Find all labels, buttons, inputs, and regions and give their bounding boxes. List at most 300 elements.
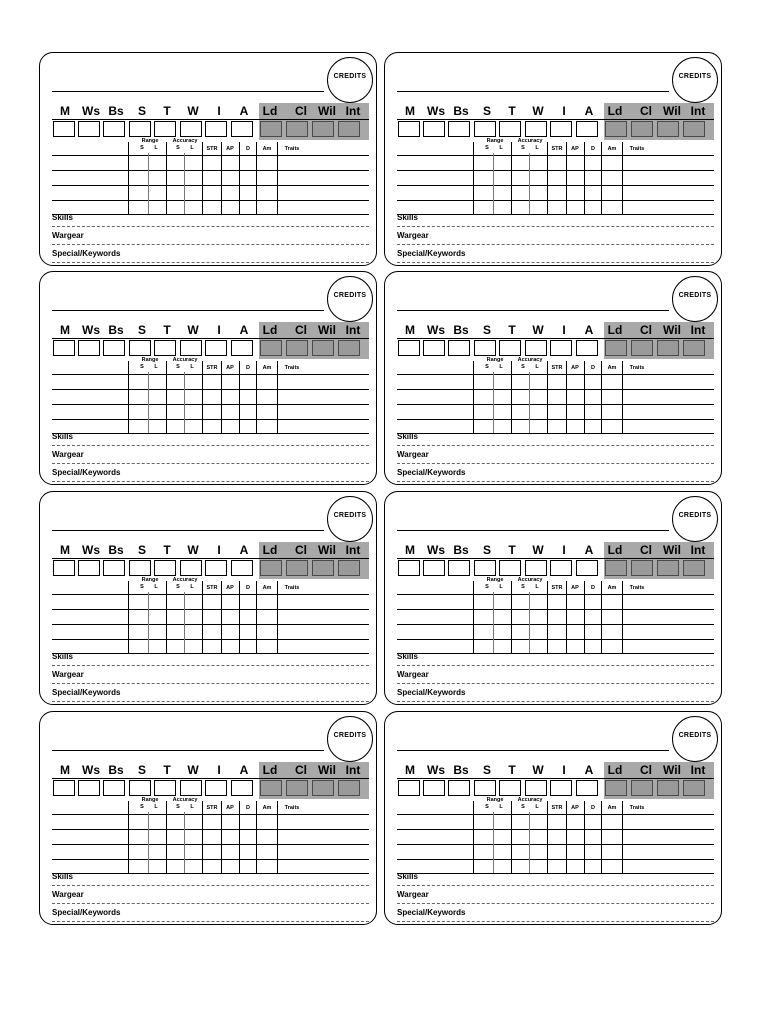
stat-label-bs: Bs (108, 323, 124, 337)
stat-box-t[interactable] (499, 340, 521, 356)
stat-box-int[interactable] (683, 121, 705, 137)
stat-label-cl: Cl (640, 104, 652, 118)
stat-box-cl[interactable] (631, 560, 653, 576)
stat-box-i[interactable] (550, 340, 572, 356)
stat-box-int[interactable] (338, 121, 360, 137)
stat-box-i[interactable] (550, 121, 572, 137)
stat-label-wil: Wil (318, 763, 336, 777)
stat-box-i[interactable] (205, 780, 227, 796)
accuracy-short-header: S (521, 804, 525, 810)
wargear-field[interactable] (397, 244, 714, 245)
wargear-label: Wargear (52, 670, 84, 679)
stat-box-s[interactable] (129, 780, 151, 796)
stat-label-i: I (562, 543, 566, 557)
stat-label-ld: Ld (607, 763, 623, 777)
weapon-row[interactable] (397, 625, 714, 639)
stat-box-m[interactable] (53, 121, 75, 137)
stat-box-t[interactable] (154, 121, 176, 137)
weapon-row[interactable] (397, 815, 714, 829)
stat-box-ws[interactable] (423, 121, 445, 137)
stat-box-a[interactable] (576, 340, 598, 356)
special-keywords-label: Special/Keywords (397, 249, 466, 258)
stat-label-wil: Wil (663, 323, 681, 337)
stat-label-ld: Ld (607, 104, 623, 118)
stat-label-t: T (508, 104, 516, 118)
weapon-row[interactable] (52, 815, 369, 829)
wargear-label: Wargear (52, 890, 84, 899)
wargear-field[interactable] (52, 683, 369, 684)
stat-label-s: S (482, 323, 491, 337)
weapon-row[interactable] (52, 625, 369, 639)
stat-box-m[interactable] (398, 780, 420, 796)
accuracy-long-header: L (190, 145, 194, 151)
stat-box-t[interactable] (154, 560, 176, 576)
stat-label-int: Int (345, 104, 361, 118)
stat-label-a: A (584, 543, 594, 557)
weapon-row[interactable] (397, 171, 714, 185)
stat-box-bs[interactable] (448, 780, 470, 796)
stat-box-ld[interactable] (260, 780, 282, 796)
credits-circle[interactable] (672, 276, 718, 322)
stat-box-w[interactable] (180, 560, 202, 576)
credits-label: CREDITS (678, 732, 712, 739)
stat-box-ws[interactable] (78, 340, 100, 356)
wargear-label: Wargear (397, 890, 429, 899)
stat-box-wil[interactable] (657, 340, 679, 356)
weapon-damage-header: D (246, 146, 250, 152)
special-keywords-field[interactable] (397, 921, 714, 922)
wargear-label: Wargear (397, 450, 429, 459)
special-keywords-label: Special/Keywords (52, 688, 121, 697)
credits-circle[interactable] (672, 716, 718, 762)
weapon-row[interactable] (52, 186, 369, 200)
credits-circle[interactable] (327, 496, 373, 542)
stat-label-int: Int (690, 543, 706, 557)
stat-label-cl: Cl (295, 323, 307, 337)
fighter-name-field[interactable] (397, 310, 669, 311)
skills-field[interactable] (52, 226, 369, 227)
weapon-row[interactable] (52, 375, 369, 389)
stat-box-w[interactable] (525, 121, 547, 137)
weapon-row[interactable] (397, 420, 714, 433)
weapon-traits-header: Traits (284, 585, 300, 591)
weapon-ammo-header: Am (262, 585, 272, 591)
stat-label-i: I (217, 543, 221, 557)
weapon-damage-header: D (591, 365, 595, 371)
special-keywords-field[interactable] (397, 481, 714, 482)
stat-box-ws[interactable] (78, 560, 100, 576)
fighter-card (39, 491, 377, 705)
stat-box-wil[interactable] (312, 121, 334, 137)
weapon-row[interactable] (52, 390, 369, 404)
weapon-ammo-header: Am (607, 146, 617, 152)
weapon-traits-header: Traits (284, 146, 300, 152)
stat-box-int[interactable] (338, 340, 360, 356)
skills-field[interactable] (397, 665, 714, 666)
stat-box-wil[interactable] (312, 780, 334, 796)
stat-label-wil: Wil (318, 104, 336, 118)
stat-box-ld[interactable] (605, 560, 627, 576)
weapon-row[interactable] (397, 156, 714, 170)
weapon-row-line (52, 873, 369, 874)
stat-label-cl: Cl (295, 104, 307, 118)
stat-box-s[interactable] (474, 780, 496, 796)
stat-box-ws[interactable] (423, 560, 445, 576)
stat-box-a[interactable] (231, 121, 253, 137)
stat-box-cl[interactable] (631, 340, 653, 356)
weapon-ap-header: AP (226, 365, 234, 371)
stat-box-int[interactable] (683, 780, 705, 796)
stat-box-int[interactable] (683, 340, 705, 356)
stat-box-s[interactable] (129, 340, 151, 356)
stat-label-int: Int (690, 323, 706, 337)
stat-box-a[interactable] (576, 560, 598, 576)
fighter-name-field[interactable] (52, 91, 324, 92)
special-keywords-label: Special/Keywords (397, 468, 466, 477)
weapon-range-header: Range (486, 357, 504, 363)
stat-box-cl[interactable] (631, 121, 653, 137)
weapon-row-line (52, 433, 369, 434)
weapon-range-header: Range (486, 797, 504, 803)
stat-box-int[interactable] (683, 560, 705, 576)
weapon-row[interactable] (52, 405, 369, 419)
range-short-header: S (485, 145, 489, 151)
range-long-header: L (154, 145, 158, 151)
stat-divider (52, 558, 369, 559)
weapon-accuracy-header: Accuracy (172, 357, 198, 363)
stat-box-ws[interactable] (423, 340, 445, 356)
range-short-header: S (140, 364, 144, 370)
stat-box-m[interactable] (398, 560, 420, 576)
weapon-ammo-header: Am (262, 805, 272, 811)
range-long-header: L (154, 804, 158, 810)
weapon-traits-header: Traits (629, 805, 645, 811)
special-keywords-field[interactable] (52, 921, 369, 922)
fighter-name-field[interactable] (397, 750, 669, 751)
stat-box-bs[interactable] (103, 560, 125, 576)
weapon-row[interactable] (397, 390, 714, 404)
stat-box-bs[interactable] (448, 560, 470, 576)
stat-label-t: T (163, 104, 171, 118)
stat-label-i: I (217, 763, 221, 777)
weapon-row[interactable] (397, 375, 714, 389)
stat-box-ld[interactable] (260, 121, 282, 137)
stat-box-t[interactable] (499, 560, 521, 576)
stat-box-ws[interactable] (78, 780, 100, 796)
stat-box-bs[interactable] (448, 340, 470, 356)
stat-box-w[interactable] (525, 340, 547, 356)
credits-label: CREDITS (333, 73, 367, 80)
wargear-field[interactable] (52, 463, 369, 464)
weapon-accuracy-header: Accuracy (517, 577, 543, 583)
stat-label-int: Int (345, 763, 361, 777)
stat-label-cl: Cl (640, 763, 652, 777)
stat-box-bs[interactable] (103, 121, 125, 137)
stat-label-i: I (562, 323, 566, 337)
special-keywords-field[interactable] (397, 701, 714, 702)
stat-box-t[interactable] (499, 121, 521, 137)
fighter-name-field[interactable] (52, 750, 324, 751)
stat-box-s[interactable] (129, 560, 151, 576)
range-short-header: S (140, 145, 144, 151)
weapon-row[interactable] (52, 201, 369, 214)
stat-box-wil[interactable] (312, 340, 334, 356)
weapon-row-line (397, 873, 714, 874)
stat-box-ws[interactable] (78, 121, 100, 137)
fighter-card (384, 271, 722, 485)
skills-field[interactable] (52, 665, 369, 666)
stat-label-ld: Ld (262, 104, 278, 118)
weapon-damage-header: D (246, 365, 250, 371)
stat-box-m[interactable] (53, 340, 75, 356)
weapon-str-header: STR (206, 146, 218, 152)
stat-box-cl[interactable] (286, 560, 308, 576)
weapon-row[interactable] (397, 405, 714, 419)
stat-label-ws: Ws (427, 323, 445, 337)
stat-label-a: A (584, 323, 594, 337)
accuracy-short-header: S (176, 145, 180, 151)
stat-box-w[interactable] (180, 121, 202, 137)
special-keywords-label: Special/Keywords (397, 908, 466, 917)
skills-field[interactable] (397, 445, 714, 446)
stat-label-s: S (482, 104, 491, 118)
stat-box-m[interactable] (398, 340, 420, 356)
credits-label: CREDITS (333, 512, 367, 519)
stat-label-w: W (187, 104, 199, 118)
weapon-row[interactable] (397, 845, 714, 859)
credits-label: CREDITS (333, 292, 367, 299)
weapon-accuracy-header: Accuracy (172, 577, 198, 583)
stat-label-i: I (217, 104, 221, 118)
stat-box-s[interactable] (474, 340, 496, 356)
stat-label-a: A (239, 763, 249, 777)
skills-field[interactable] (52, 885, 369, 886)
stat-box-bs[interactable] (103, 780, 125, 796)
accuracy-short-header: S (521, 584, 525, 590)
credits-circle[interactable] (672, 57, 718, 103)
special-keywords-field[interactable] (52, 262, 369, 263)
stat-box-ws[interactable] (423, 780, 445, 796)
stat-box-t[interactable] (154, 340, 176, 356)
skills-field[interactable] (397, 885, 714, 886)
stat-label-bs: Bs (453, 763, 469, 777)
stat-box-ld[interactable] (605, 340, 627, 356)
weapon-row[interactable] (52, 420, 369, 433)
weapon-damage-header: D (246, 805, 250, 811)
stat-label-ws: Ws (82, 763, 100, 777)
stat-box-a[interactable] (576, 121, 598, 137)
weapon-row[interactable] (52, 610, 369, 624)
stat-box-m[interactable] (53, 560, 75, 576)
credits-circle[interactable] (327, 716, 373, 762)
skills-label: Skills (52, 213, 73, 222)
range-short-header: S (485, 584, 489, 590)
stat-box-ld[interactable] (605, 121, 627, 137)
stat-box-int[interactable] (338, 780, 360, 796)
stat-label-ld: Ld (262, 543, 278, 557)
weapon-row-line (52, 653, 369, 654)
stat-box-i[interactable] (550, 560, 572, 576)
stat-label-ws: Ws (82, 104, 100, 118)
stat-box-a[interactable] (231, 340, 253, 356)
stat-divider (397, 558, 714, 559)
stat-box-wil[interactable] (657, 560, 679, 576)
weapon-row[interactable] (52, 595, 369, 609)
weapon-row[interactable] (52, 830, 369, 844)
wargear-label: Wargear (397, 231, 429, 240)
stat-box-w[interactable] (525, 560, 547, 576)
stat-box-s[interactable] (474, 121, 496, 137)
stat-label-ws: Ws (82, 543, 100, 557)
stat-label-cl: Cl (295, 543, 307, 557)
weapon-traits-header: Traits (284, 365, 300, 371)
stat-box-i[interactable] (550, 780, 572, 796)
stat-box-t[interactable] (499, 780, 521, 796)
stat-label-a: A (239, 323, 249, 337)
range-short-header: S (485, 804, 489, 810)
stat-label-i: I (562, 104, 566, 118)
wargear-field[interactable] (397, 463, 714, 464)
accuracy-short-header: S (176, 804, 180, 810)
stat-box-wil[interactable] (312, 560, 334, 576)
weapon-range-header: Range (141, 797, 159, 803)
credits-circle[interactable] (672, 496, 718, 542)
stat-label-t: T (508, 323, 516, 337)
weapon-row[interactable] (52, 640, 369, 653)
weapon-traits-header: Traits (284, 805, 300, 811)
weapon-row[interactable] (52, 860, 369, 873)
stat-box-w[interactable] (180, 780, 202, 796)
special-keywords-field[interactable] (397, 262, 714, 263)
stat-box-cl[interactable] (631, 780, 653, 796)
stat-label-w: W (532, 104, 544, 118)
special-keywords-field[interactable] (52, 481, 369, 482)
stat-box-wil[interactable] (657, 780, 679, 796)
stat-label-s: S (137, 323, 146, 337)
stat-box-m[interactable] (398, 121, 420, 137)
weapon-ap-header: AP (226, 146, 234, 152)
weapon-ap-header: AP (571, 585, 579, 591)
fighter-name-field[interactable] (52, 530, 324, 531)
range-short-header: S (140, 804, 144, 810)
weapon-row[interactable] (52, 171, 369, 185)
stat-label-wil: Wil (663, 763, 681, 777)
stat-box-i[interactable] (205, 560, 227, 576)
stat-box-cl[interactable] (286, 340, 308, 356)
weapon-row[interactable] (397, 860, 714, 873)
stat-divider (52, 778, 369, 779)
stat-label-ld: Ld (262, 763, 278, 777)
stat-label-w: W (187, 323, 199, 337)
stat-box-a[interactable] (231, 780, 253, 796)
stat-label-ws: Ws (427, 763, 445, 777)
weapon-row[interactable] (397, 595, 714, 609)
stat-box-ld[interactable] (260, 560, 282, 576)
special-keywords-field[interactable] (52, 701, 369, 702)
stat-label-m: M (60, 763, 70, 777)
stat-box-m[interactable] (53, 780, 75, 796)
stat-box-wil[interactable] (657, 121, 679, 137)
stat-box-cl[interactable] (286, 121, 308, 137)
stat-label-int: Int (690, 763, 706, 777)
stat-box-cl[interactable] (286, 780, 308, 796)
weapon-row[interactable] (397, 640, 714, 653)
skills-field[interactable] (52, 445, 369, 446)
stat-box-w[interactable] (180, 340, 202, 356)
accuracy-long-header: L (535, 584, 539, 590)
stat-box-s[interactable] (474, 560, 496, 576)
range-long-header: L (154, 584, 158, 590)
weapon-ammo-header: Am (607, 805, 617, 811)
weapon-row[interactable] (52, 156, 369, 170)
stat-box-t[interactable] (154, 780, 176, 796)
weapon-traits-header: Traits (629, 585, 645, 591)
stat-box-a[interactable] (231, 560, 253, 576)
weapon-row[interactable] (397, 201, 714, 214)
stat-box-ld[interactable] (260, 340, 282, 356)
weapon-row-line (52, 214, 369, 215)
stat-box-int[interactable] (338, 560, 360, 576)
wargear-field[interactable] (52, 244, 369, 245)
stat-box-s[interactable] (129, 121, 151, 137)
stat-box-ld[interactable] (605, 780, 627, 796)
stat-label-ld: Ld (607, 323, 623, 337)
fighter-name-field[interactable] (52, 310, 324, 311)
credits-label: CREDITS (678, 512, 712, 519)
skills-label: Skills (52, 652, 73, 661)
fighter-card (384, 711, 722, 925)
credits-circle[interactable] (327, 276, 373, 322)
weapon-damage-header: D (591, 585, 595, 591)
stat-label-bs: Bs (108, 104, 124, 118)
stat-box-bs[interactable] (448, 121, 470, 137)
stat-box-i[interactable] (205, 121, 227, 137)
weapon-range-header: Range (486, 577, 504, 583)
stat-label-w: W (532, 763, 544, 777)
stat-label-bs: Bs (453, 104, 469, 118)
stat-box-a[interactable] (576, 780, 598, 796)
wargear-field[interactable] (52, 903, 369, 904)
range-long-header: L (499, 804, 503, 810)
weapon-row[interactable] (397, 610, 714, 624)
stat-box-w[interactable] (525, 780, 547, 796)
stat-label-m: M (60, 323, 70, 337)
weapon-str-header: STR (551, 585, 563, 591)
stat-box-i[interactable] (205, 340, 227, 356)
weapon-row[interactable] (397, 186, 714, 200)
weapon-ammo-header: Am (262, 146, 272, 152)
wargear-label: Wargear (397, 670, 429, 679)
weapon-row[interactable] (397, 830, 714, 844)
credits-circle[interactable] (327, 57, 373, 103)
weapon-ammo-header: Am (607, 585, 617, 591)
stat-divider (397, 119, 714, 120)
fighter-card (384, 52, 722, 266)
stat-label-s: S (137, 104, 146, 118)
weapon-str-header: STR (206, 365, 218, 371)
weapon-accuracy-header: Accuracy (172, 138, 198, 144)
fighter-card (39, 271, 377, 485)
stat-box-bs[interactable] (103, 340, 125, 356)
skills-field[interactable] (397, 226, 714, 227)
wargear-field[interactable] (397, 903, 714, 904)
wargear-label: Wargear (52, 450, 84, 459)
fighter-name-field[interactable] (397, 530, 669, 531)
accuracy-short-header: S (176, 584, 180, 590)
fighter-name-field[interactable] (397, 91, 669, 92)
wargear-field[interactable] (397, 683, 714, 684)
weapon-row[interactable] (52, 845, 369, 859)
